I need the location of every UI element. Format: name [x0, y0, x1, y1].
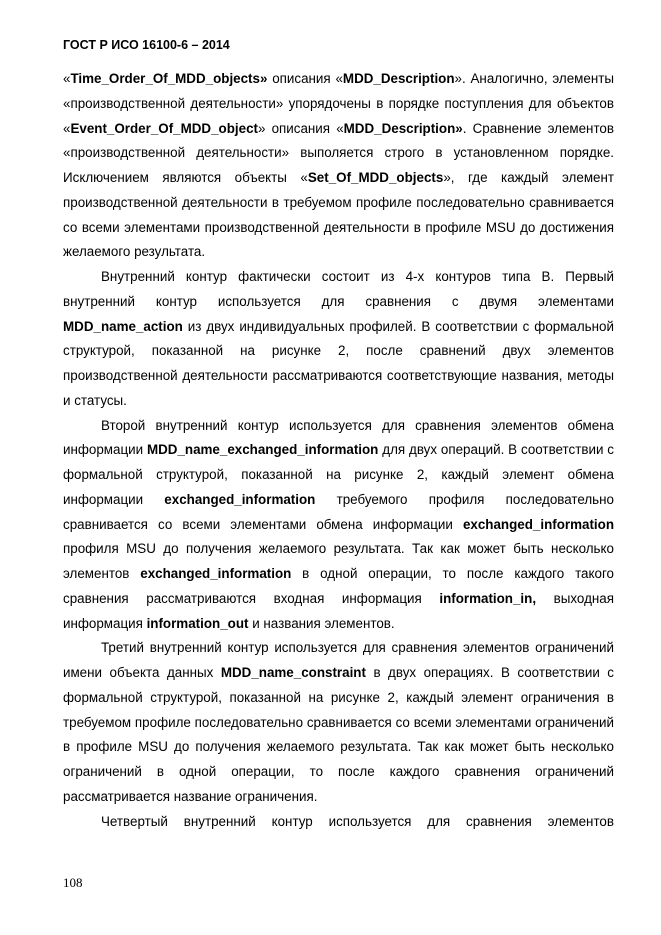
text-run: . Сравнение элементов «производственной деятельности» выполяется строго в установленном порядке. Исключением являются объекты «	[63, 120, 614, 185]
bold-term: MDD_Description»	[343, 120, 463, 136]
text-run: требуемого профиля последовательно сравнивается со всеми элементами обмена информации	[63, 491, 614, 532]
text-run: Третий внутренний контур используется для сравнения элементов ограничений имени объекта данных	[63, 640, 614, 680]
bold-term: Event_Order_Of_MDD_object	[70, 120, 258, 136]
bold-term: MDD_name_constraint	[220, 665, 366, 680]
bold-term: Time_Order_Of_MDD_objects»	[70, 71, 268, 86]
bold-term: exchanged_information	[462, 516, 614, 532]
text-run: Второй внутренний контур используется для сравнения элементов обмена информации	[63, 417, 614, 458]
text-run: в одной операции, то после каждого такого сравнения рассматриваются входная информация	[63, 566, 614, 606]
text-run: профиля MSU до получения желаемого результата. Так как может быть несколько элементов	[63, 541, 614, 581]
paragraph	[63, 265, 614, 414]
text-run: », где каждый элемент производственной деятельности в требуемом профиле последовательно сравнивается со всеми элементами производственной деятельности в профиле MSU до достижения желаемого результата.	[63, 170, 614, 260]
bold-term: MDD_name_action	[63, 318, 183, 334]
bold-term: MDD_Description	[342, 71, 455, 86]
paragraph	[63, 636, 614, 809]
bold-term: Set_Of_MDD_objects	[307, 170, 444, 185]
text-run: Четвертый внутренний контур используется для сравнения элементов	[101, 813, 614, 829]
text-run: и названия элементов.	[248, 615, 395, 631]
text-run: «	[63, 71, 71, 86]
paragraph	[63, 414, 614, 637]
bold-term: exchanged_information	[140, 566, 292, 581]
text-run: из двух индивидуальных профилей. В соответствии с формальной структурой, показанной на рисунке 2, после сравнений двух элементов производственной деятельности рассматриваются соответствующие названия, методы и статусы.	[63, 318, 614, 408]
text-run: выходная информация	[63, 590, 614, 631]
bold-term: MDD_name_exchanged_information	[146, 442, 379, 458]
text-run: в двух операциях. В соответствии с формальной структурой, показанной на рисунке 2, каждый элемент ограничения в требуемом профиле последовательно сравнивается со всеми элементами ограничений в профиле MSU до получения желаемого результата. Так как может быть несколько ограничений в одной операции, то после каждого сравнения ограничений рассматривается название ограничения.	[63, 665, 615, 804]
paragraph	[63, 67, 614, 265]
text-run: Внутренний контур фактически состоит из 4-х контуров типа B. Первый внутренний контур используется для сравнения с двумя элементами	[63, 269, 614, 309]
bold-term: information_in,	[439, 590, 537, 606]
text-run: ». Аналогично, элементы «производственной деятельности» упорядочены в порядке поступления для объектов «	[63, 71, 614, 136]
bold-term: exchanged_information	[164, 491, 316, 507]
standard-header: ГОСТ Р ИСО 16100-6 – 2014	[63, 38, 230, 52]
text-run: для двух операций. В соответствии с формальной структурой, показанной на рисунке 2, каждый элемент обмена информации	[63, 442, 614, 507]
text-run: описания «	[267, 71, 343, 86]
bold-term: information_out	[146, 615, 249, 631]
page-number: 108	[63, 875, 83, 890]
paragraph	[63, 810, 614, 835]
text-run: » описания «	[257, 120, 344, 136]
body-text	[63, 67, 614, 834]
